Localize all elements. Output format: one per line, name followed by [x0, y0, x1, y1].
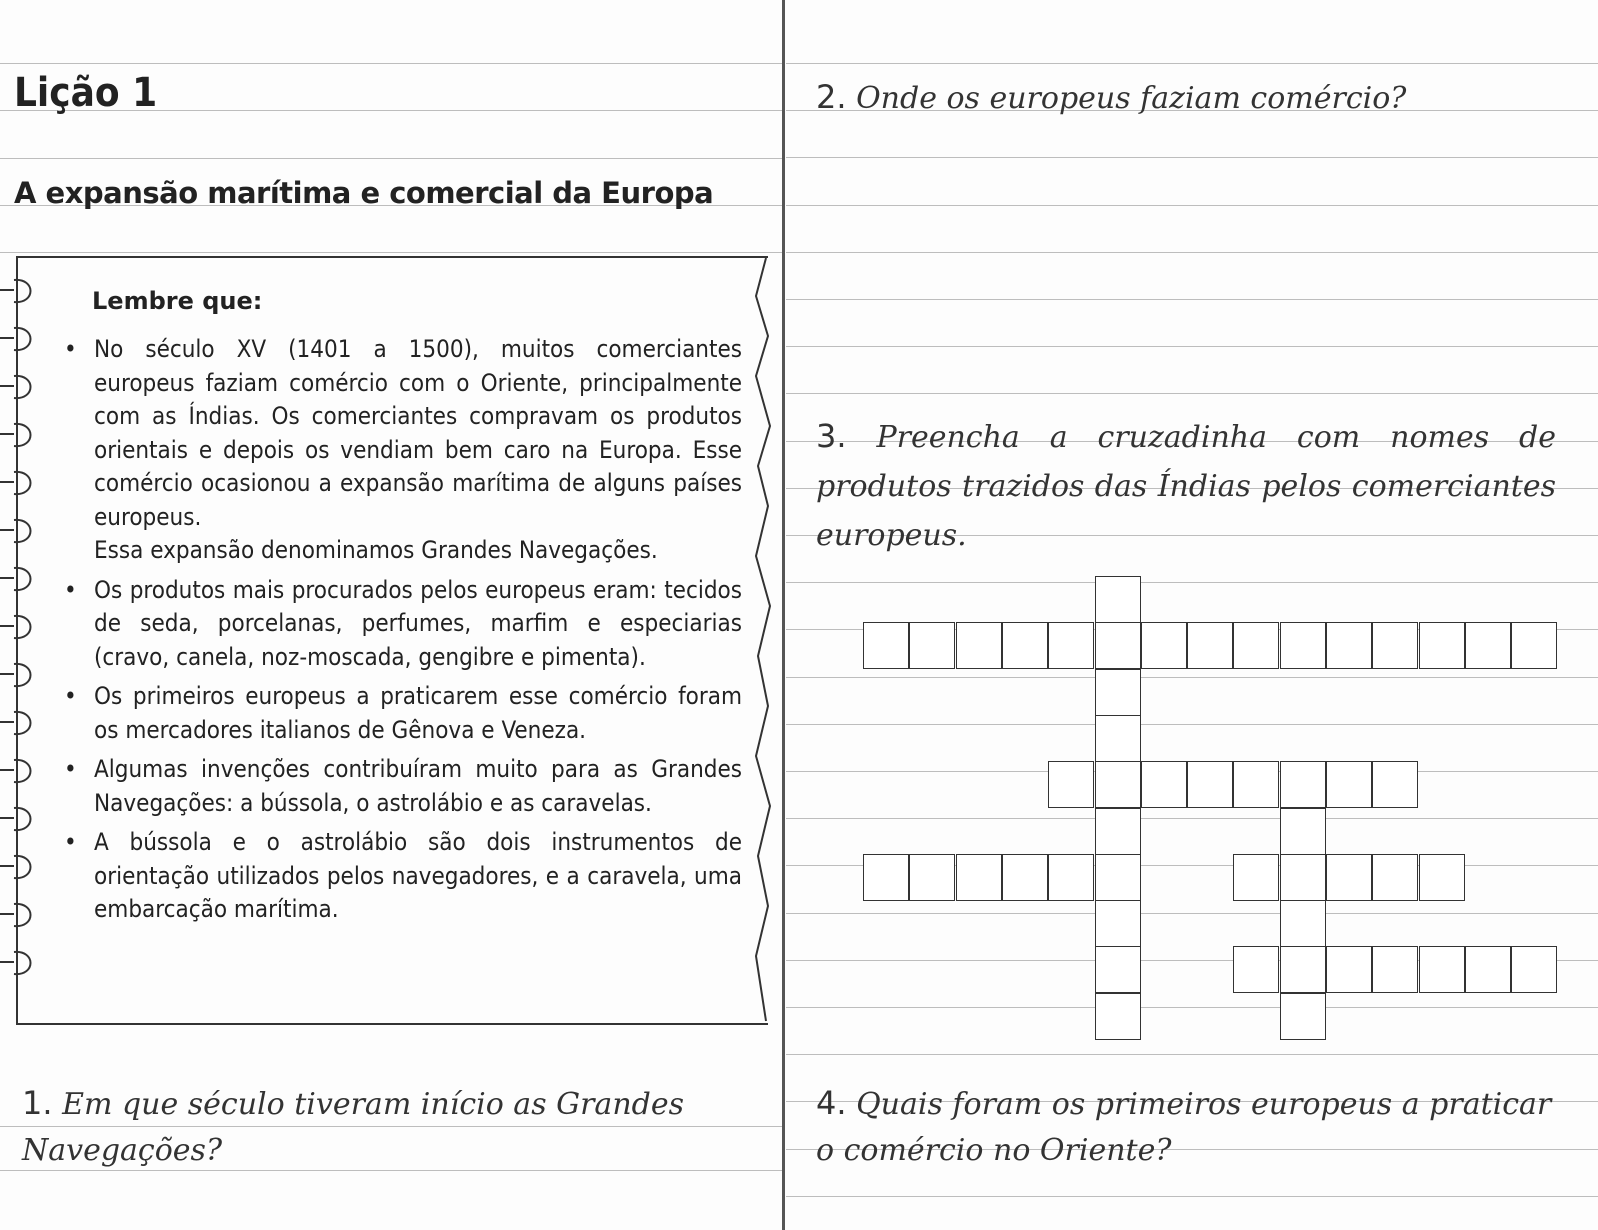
- question-number: 3.: [816, 417, 847, 455]
- ruled-line: [786, 724, 1598, 725]
- ruled-line: [0, 158, 782, 159]
- crossword-cell[interactable]: [1095, 669, 1141, 716]
- crossword-cell[interactable]: [1326, 854, 1372, 901]
- ruled-line: [0, 63, 782, 64]
- question-number: 4.: [816, 1084, 847, 1122]
- crossword-cell[interactable]: [1187, 622, 1233, 669]
- crossword-cell[interactable]: [1372, 946, 1418, 993]
- crossword-cell[interactable]: [1095, 900, 1141, 947]
- reminder-text: No século XV (1401 a 1500), muitos comerciantes europeus faziam comércio com o Oriente, principalmente com as Índias. Os comerciantes compravam os produtos orientais e depois os vendiam bem caro na Europa. Esse comércio ocasionou a expansão marítima de alguns países europeus.: [94, 335, 742, 531]
- question-number: 1.: [22, 1084, 53, 1122]
- crossword-cell[interactable]: [1280, 761, 1326, 808]
- crossword-cell[interactable]: [1419, 946, 1465, 993]
- crossword-cell[interactable]: [909, 622, 955, 669]
- question-text: Quais foram os primeiros europeus a praticar o comércio no Oriente?: [816, 1087, 1552, 1168]
- ruled-line: [786, 205, 1598, 206]
- crossword-cell[interactable]: [909, 854, 955, 901]
- crossword-cell[interactable]: [1141, 622, 1187, 669]
- question-text: Preencha a cruzadinha com nomes de produtos trazidos das Índias pelos comerciantes europeus.: [816, 420, 1556, 553]
- crossword-cell[interactable]: [1095, 993, 1141, 1040]
- crossword-cell[interactable]: [1326, 622, 1372, 669]
- reminder-heading: Lembre que:: [92, 287, 263, 315]
- crossword-cell[interactable]: [1233, 761, 1279, 808]
- reminder-item: • Os produtos mais procurados pelos europeus eram: tecidos de seda, porcelanas, perfumes, marfim e especiarias (cravo, canela, noz-moscada, gengibre e pimenta).: [62, 574, 742, 675]
- question-text: Em que século tiveram início as Grandes Navegações?: [22, 1087, 684, 1168]
- crossword-cell[interactable]: [1095, 854, 1141, 901]
- ruled-line: [786, 1196, 1598, 1197]
- ruled-line: [786, 252, 1598, 253]
- question-3: [816, 412, 1556, 560]
- ruled-line: [786, 1007, 1598, 1008]
- page-divider: [782, 0, 785, 1230]
- crossword-cell[interactable]: [1419, 622, 1465, 669]
- question-number: 2.: [816, 78, 847, 116]
- question-4: [816, 1080, 1556, 1174]
- reminder-text: Essa expansão denominamos Grandes Navegações.: [94, 536, 658, 564]
- crossword-cell[interactable]: [1095, 622, 1141, 669]
- crossword-cell[interactable]: [956, 622, 1002, 669]
- crossword-cell[interactable]: [956, 854, 1002, 901]
- crossword-cell[interactable]: [1233, 854, 1279, 901]
- ruled-line: [786, 393, 1598, 394]
- crossword-cell[interactable]: [1048, 622, 1094, 669]
- crossword-cell[interactable]: [1465, 622, 1511, 669]
- crossword-cell[interactable]: [1465, 946, 1511, 993]
- crossword-cell[interactable]: [1095, 715, 1141, 762]
- ruled-line: [786, 677, 1598, 678]
- question-2: [816, 74, 1576, 122]
- reminder-item: • A bússola e o astrolábio são dois instrumentos de orientação utilizados pelos navegadores, e a caravela, uma embarcação marítima.: [62, 826, 742, 927]
- reminder-list: [62, 333, 742, 933]
- crossword-cell[interactable]: [1280, 900, 1326, 947]
- crossword-cell[interactable]: [1511, 946, 1557, 993]
- reminder-item: [62, 333, 742, 568]
- crossword-cell[interactable]: [863, 622, 909, 669]
- crossword-cell[interactable]: [1280, 946, 1326, 993]
- lesson-subtitle: A expansão marítima e comercial da Europa: [14, 176, 714, 210]
- reminder-item: • Os primeiros europeus a praticarem esse comércio foram os mercadores italianos de Gênova e Veneza.: [62, 680, 742, 747]
- crossword-cell[interactable]: [1326, 946, 1372, 993]
- ruled-line: [786, 582, 1598, 583]
- question-1: [22, 1080, 772, 1174]
- lesson-title: Lição 1: [14, 70, 158, 116]
- crossword-cell[interactable]: [1002, 622, 1048, 669]
- crossword-cell[interactable]: [1095, 808, 1141, 855]
- crossword-cell[interactable]: [1326, 761, 1372, 808]
- crossword-cell[interactable]: [1002, 854, 1048, 901]
- spiral-binding-icon: [0, 270, 40, 1010]
- crossword-cell[interactable]: [1372, 854, 1418, 901]
- ruled-line: [786, 913, 1598, 914]
- crossword-cell[interactable]: [1141, 761, 1187, 808]
- crossword-cell[interactable]: [1095, 946, 1141, 993]
- crossword-cell[interactable]: [1187, 761, 1233, 808]
- crossword-cell[interactable]: [1372, 622, 1418, 669]
- crossword-cell[interactable]: [1280, 993, 1326, 1040]
- ruled-line: [786, 346, 1598, 347]
- ruled-line: [0, 252, 782, 253]
- ruled-line: [786, 818, 1598, 819]
- ruled-line: [786, 157, 1598, 158]
- reminder-item: • Algumas invenções contribuíram muito para as Grandes Navegações: a bússola, o astrolábio e as caravelas.: [62, 753, 742, 820]
- crossword-cell[interactable]: [1048, 761, 1094, 808]
- ruled-line: [786, 299, 1598, 300]
- crossword-cell[interactable]: [1419, 854, 1465, 901]
- ruled-line: [786, 63, 1598, 64]
- crossword-cell[interactable]: [1511, 622, 1557, 669]
- crossword-cell[interactable]: [863, 854, 909, 901]
- crossword-cell[interactable]: [1095, 761, 1141, 808]
- ruled-line: [786, 1054, 1598, 1055]
- crossword-cell[interactable]: [1280, 854, 1326, 901]
- crossword-cell[interactable]: [1095, 576, 1141, 623]
- crossword-cell[interactable]: [1372, 761, 1418, 808]
- crossword-cell[interactable]: [1048, 854, 1094, 901]
- question-text: Onde os europeus faziam comércio?: [856, 81, 1407, 116]
- crossword-cell[interactable]: [1233, 622, 1279, 669]
- torn-edge: [740, 256, 780, 1026]
- crossword-cell[interactable]: [1280, 622, 1326, 669]
- crossword-cell[interactable]: [1280, 808, 1326, 855]
- crossword-cell[interactable]: [1233, 946, 1279, 993]
